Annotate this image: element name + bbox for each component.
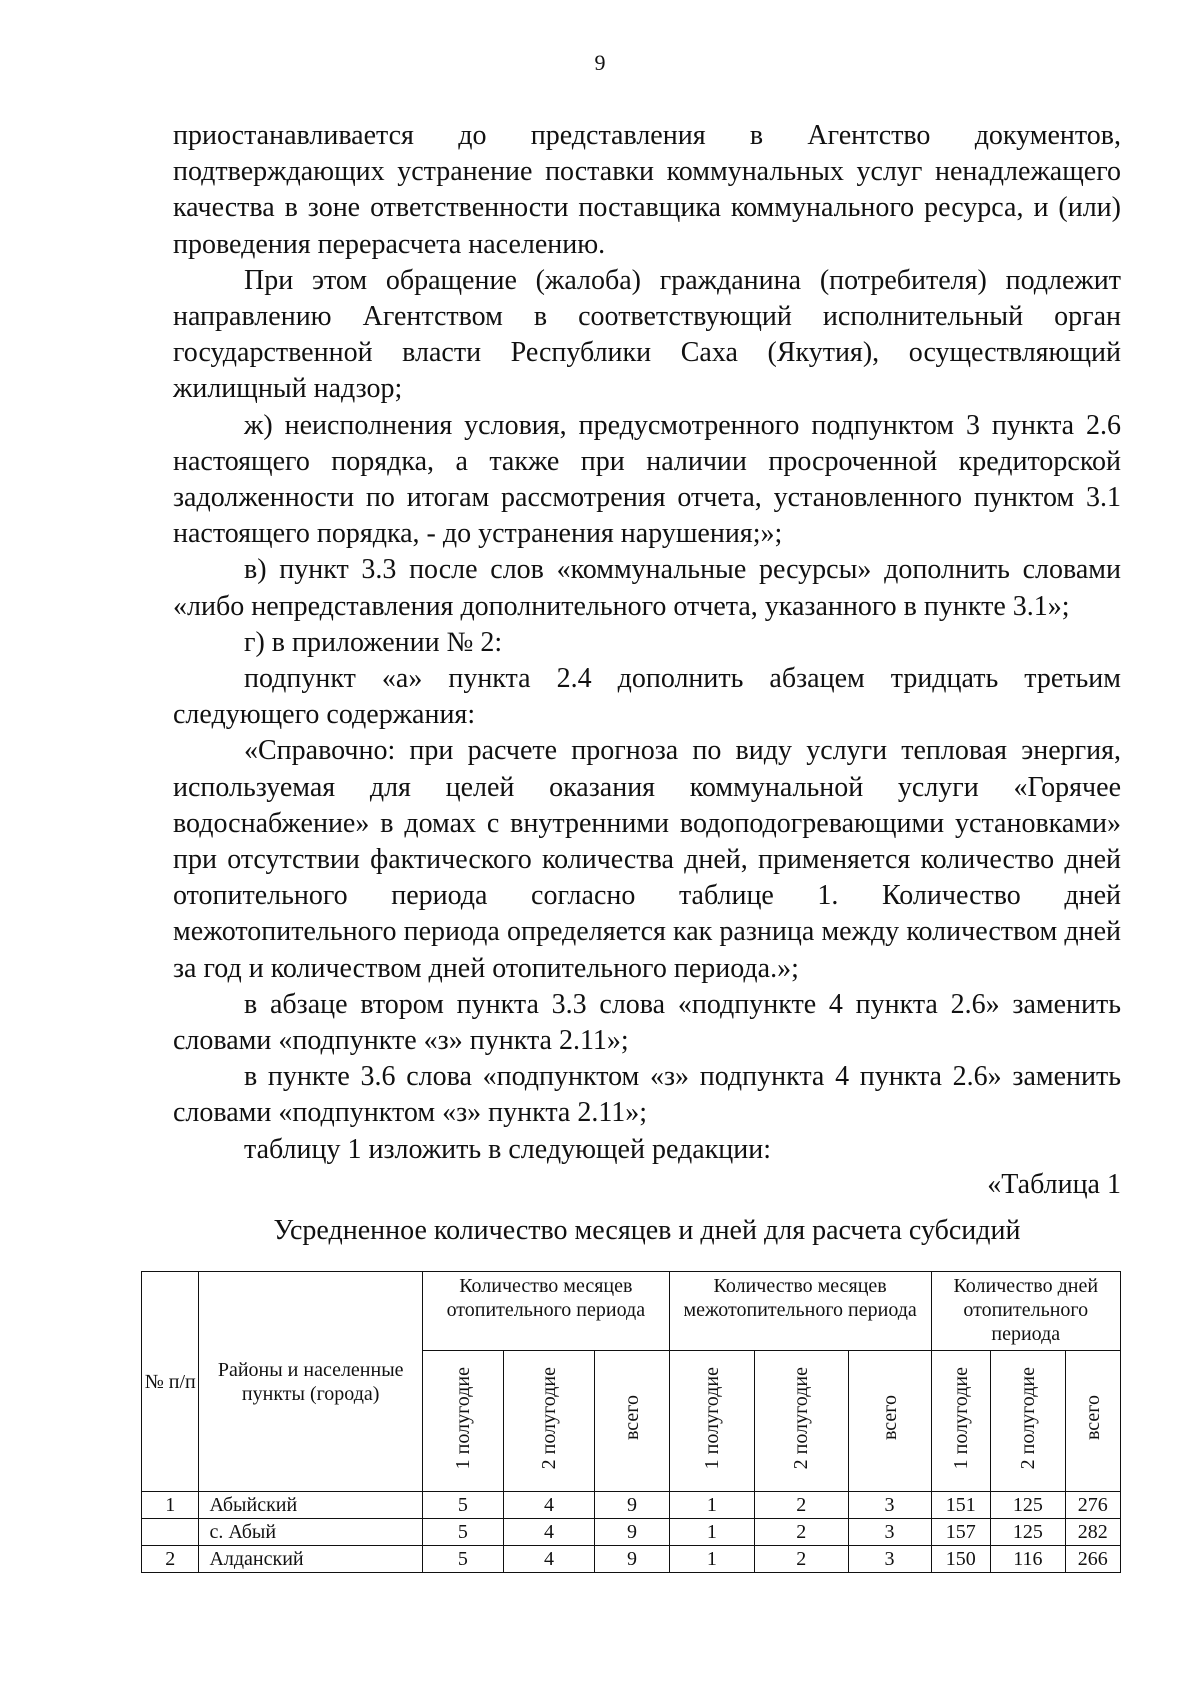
- cell-heating-months-total: 9: [595, 1546, 669, 1573]
- header-interheating-months: Количество месяцев межотопительного периода: [669, 1272, 931, 1351]
- paragraph-table-intro: таблицу 1 изложить в следующей редакции:: [244, 1133, 772, 1165]
- cell-heating-days-half-1: 151: [931, 1492, 991, 1519]
- subheader-heating-days-half-2: 2 полугодие: [991, 1351, 1065, 1492]
- header-num: № п/п: [142, 1272, 199, 1492]
- row-num: 2: [142, 1546, 199, 1573]
- subheader-interheating-months-half-1: 1 полугодие: [669, 1351, 754, 1492]
- paragraph-complaint: При этом обращение (жалоба) гражданина (потребителя) подлежит направлению Агентством в соответствующий исполнительный орган государственной власти Республики Саха (Якутия), осуществляющий жилищный надзор;: [173, 264, 1121, 405]
- cell-heating-days-half-2: 125: [991, 1492, 1065, 1519]
- row-district-name: Абыйский: [199, 1492, 422, 1519]
- cell-heating-days-total: 282: [1065, 1519, 1120, 1546]
- paragraph-point-3-3: в абзаце втором пункта 3.3 слова «подпункте 4 пункта 2.6» заменить словами «подпункте «з» пункта 2.11»;: [173, 988, 1121, 1057]
- row-num: [142, 1519, 199, 1546]
- cell-heating-months-half-1: 5: [422, 1546, 503, 1573]
- cell-interheating-months-half-2: 2: [754, 1519, 848, 1546]
- cell-interheating-months-half-1: 1: [669, 1519, 754, 1546]
- cell-interheating-months-half-1: 1: [669, 1492, 754, 1519]
- page-number: 9: [594, 50, 606, 75]
- table-header-row: [142, 1272, 1121, 1351]
- cell-heating-days-total: 276: [1065, 1492, 1120, 1519]
- paragraph-subitem-a: подпункт «а» пункта 2.4 дополнить абзацем тридцать третьим следующего содержания:: [173, 663, 1121, 731]
- paragraph-point-3-6: в пункте 3.6 слова «подпунктом «з» подпункта 4 пункта 2.6» заменить словами «подпунктом «з» пункта 2.11»;: [173, 1061, 1121, 1129]
- paragraph-item-v: в) пункт 3.3 после слов «коммунальные ресурсы» дополнить словами «либо непредставления дополнительного отчета, указанного в пункте 3.1»;: [173, 554, 1121, 622]
- cell-heating-months-total: 9: [595, 1492, 669, 1519]
- cell-heating-days-half-1: 150: [931, 1546, 991, 1573]
- cell-interheating-months-half-2: 2: [754, 1546, 848, 1573]
- subheader-heating-days-half-1: 1 полугодие: [931, 1351, 991, 1492]
- cell-heating-months-half-1: 5: [422, 1519, 503, 1546]
- row-district-name: с. Абый: [199, 1519, 422, 1546]
- table-row: [142, 1492, 1121, 1519]
- cell-interheating-months-total: 3: [848, 1519, 931, 1546]
- subheader-heating-months-half-1: 1 полугодие: [422, 1351, 503, 1492]
- cell-heating-months-total: 9: [595, 1519, 669, 1546]
- row-num: 1: [142, 1492, 199, 1519]
- cell-heating-days-half-2: 116: [991, 1546, 1065, 1573]
- document-body: [173, 118, 1121, 1168]
- cell-heating-months-half-2: 4: [503, 1546, 595, 1573]
- cell-interheating-months-half-2: 2: [754, 1492, 848, 1519]
- paragraph-suspension: приостанавливается до представления в Агентство документов, подтверждающих устранение поставки коммунальных услуг ненадлежащего качества в зоне ответственности поставщика коммунального ресурса, и (или) проведения перерасчета населению.: [173, 120, 1121, 260]
- subsidy-table: [141, 1271, 1121, 1573]
- subheader-heating-months-total: всего: [595, 1351, 669, 1492]
- row-district-name: Алданский: [199, 1546, 422, 1573]
- subheader-interheating-months-total: всего: [848, 1351, 931, 1492]
- cell-heating-days-half-2: 125: [991, 1519, 1065, 1546]
- cell-heating-months-half-2: 4: [503, 1519, 595, 1546]
- header-heating-days: Количество дней отопительного периода: [931, 1272, 1120, 1351]
- table-row: [142, 1519, 1121, 1546]
- subheader-heating-months-half-2: 2 полугодие: [503, 1351, 595, 1492]
- subheader-heating-days-total: всего: [1065, 1351, 1120, 1492]
- cell-heating-months-half-2: 4: [503, 1492, 595, 1519]
- header-district: Районы и населенные пункты (города): [199, 1272, 422, 1492]
- cell-heating-days-half-1: 157: [931, 1519, 991, 1546]
- table-label: «Таблица 1: [987, 1169, 1121, 1200]
- table-row: [142, 1546, 1121, 1573]
- cell-heating-months-half-1: 5: [422, 1492, 503, 1519]
- cell-interheating-months-total: 3: [848, 1492, 931, 1519]
- cell-heating-days-total: 266: [1065, 1546, 1120, 1573]
- paragraph-item-g: г) в приложении № 2:: [244, 626, 503, 658]
- table-title: Усредненное количество месяцев и дней для расчета субсидий: [273, 1215, 1021, 1246]
- cell-interheating-months-total: 3: [848, 1546, 931, 1573]
- paragraph-reference-note: «Справочно: при расчете прогноза по виду услуги тепловая энергия, используемая для целей оказания коммунальной услуги «Горячее водоснабжение» в домах с внутренними водоподогревающими установками» при отсутствии фактического количества дней, применяется количество дней отопительного периода согласно таблице 1. Количество дней межотопительного периода определяется как разница между количеством дней за год и количеством дней отопительного периода.»;: [173, 735, 1121, 984]
- cell-interheating-months-half-1: 1: [669, 1546, 754, 1573]
- paragraph-item-zh: ж) неисполнения условия, предусмотренного подпунктом 3 пункта 2.6 настоящего порядка, а также при наличии просроченной кредиторской задолженности по итогам рассмотрения отчета, установленного пунктом 3.1 настоящего порядка, - до устранения нарушения;»;: [173, 409, 1121, 550]
- header-heating-months: Количество месяцев отопительного периода: [422, 1272, 669, 1351]
- subheader-interheating-months-half-2: 2 полугодие: [754, 1351, 848, 1492]
